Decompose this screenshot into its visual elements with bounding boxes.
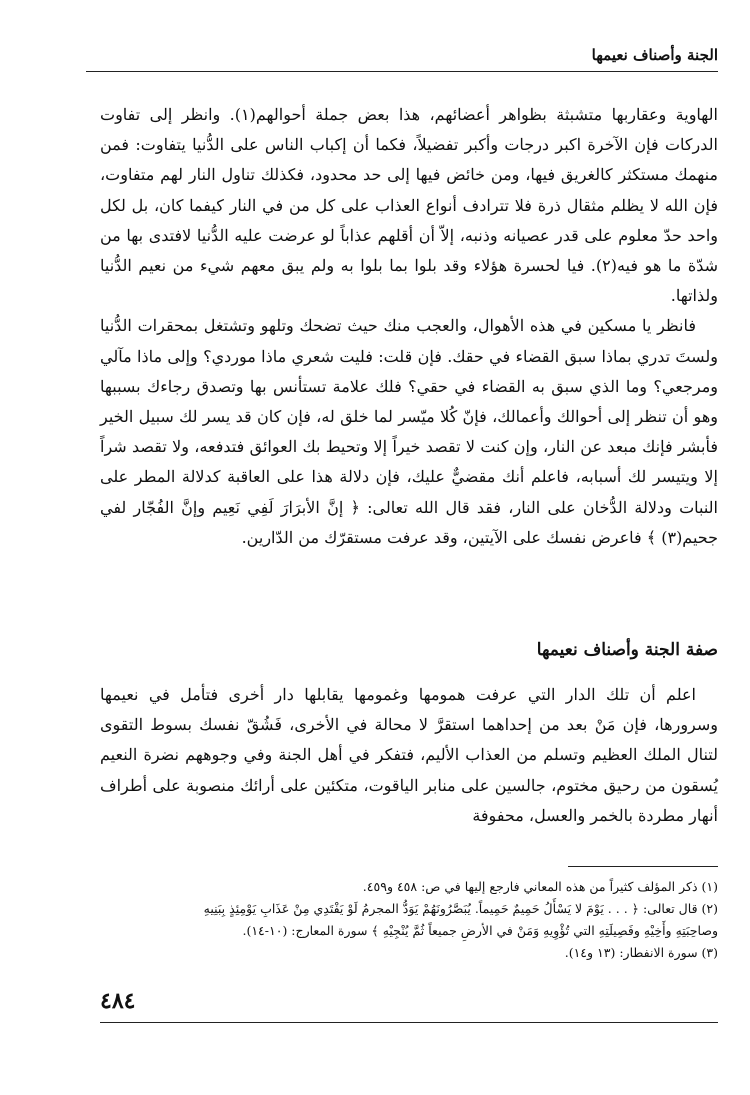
main-text — [100, 100, 718, 553]
paragraph-2: فانظر يا مسكين في هذه الأهوال، والعجب منك حيث تضحك وتلهو وتشتغل بمحقرات الدُّنيا ولستَ تدري بماذا سبق القضاء في حقك. فإن قلت: فليت شعري ماذا موردي؟ وإلى ماذا مآلي ومرجعي؟ وما الذي سبق به القضاء في حقي؟ فلك علامة تستأنس بها وتصدق رجاءك بسببها وهو أن تنظر إلى أحوالك وأعمالك، فإنّ كُلا ميّسر لما خلق له، فإن كان قد يسر لك سبيل الخير فأبشر فإنك مبعد عن النار، وإن كنت لا تقصد خيراً إلا وتحيط بك العوائق فتدفعه، ولا تقصد شراً إلا ويتيسر لك أسبابه، فاعلم أنك مقضيٌّ عليك، فإن دلالة هذا على العاقبة كدلالة المطر على النبات ودلالة الدُّخان على النار، فقد قال الله تعالى: ﴿ إنَّ الأبرَارَ لَفِي نَعِيم وإنَّ الفُجّار لفي جحيم(٣) ﴾ فاعرض نفسك على الآيتين، وقد عرفت مستقرّك من الدّارين. — [100, 316, 718, 547]
running-title: الجنة وأصناف نعيمها — [86, 46, 718, 72]
section-paragraph: اعلم أن تلك الدار التي عرفت همومها وغمومها يقابلها دار أخرى فتأمل في نعيمها وسرورها، فإن مَنْ بعد من إحداهما استقرَّ لا محالة في الأخرى، فَشُقّ نفسك بسوط التقوى لتنال الملك العظيم وتسلم من العذاب الأليم، فتفكر في أهل الجنة وفي وجوههم نضرة النعيم يُسقون من رحيق مختوم، جالسين على منابر الياقوت، متكئين على أرائك منصوبة على أطراف أنهار مطردة بالخمر والعسل، محفوفة — [100, 685, 719, 825]
footnote-divider — [568, 866, 718, 867]
page-number — [100, 988, 220, 1014]
footnote-2: (٢) قال تعالى: ﴿ . . . يَوْمَ لا يَسْأَلُ حَمِيمٌ حَمِيماً. يُبَصَّرُونَهُمْ يَوَدُّ المجرمُ لَوْ يَفْتَدِي مِنْ عَذَابِ يَوْمِئِذٍ بِبَنِيهِ — [203, 901, 718, 916]
page-number-text: ٤٨٤ — [100, 988, 136, 1014]
section-text — [100, 680, 718, 831]
footnote-3: (٣) سورة الانفطار: (١٣ و١٤). — [564, 945, 718, 960]
footnotes — [100, 876, 718, 964]
section-heading: صفة الجنة وأصناف نعيمها — [536, 640, 718, 660]
footnote-2-continued: وصاحِبَتِهِ وأَخِيْهِ وفَصِيلَتِهِ التي تُؤْوِيهِ وَمَنْ في الأرضِ جميعاً ثُمَّ يُنْجِيْهِ ﴾ سورة المعارج: (١٠-١٤). — [242, 923, 718, 938]
footnote-1: (١) ذكر المؤلف كثيراً من هذه المعاني فارجع إليها في ص: ٤٥٨ و٤٥٩. — [362, 879, 718, 894]
bottom-divider — [100, 1022, 718, 1023]
paragraph-1: الهاوية وعقاربها متشبثة بظواهر أعضائهم، هذا بعض جملة أحوالهم(١). وانظر إلى تفاوت الدركات فإن الآخرة اكبر درجات وأكبر تفضيلاً، فكما أن إكباب الناس على الدُّنيا يتفاوت: فمن منهمك مستكثر كالغريق فيها، ومن خائض فيها إلى حد محدود، فكذلك تناول النار لهم متفاوت، فإن الله لا يظلم مثقال ذرة فلا تترادف أنواع العذاب على كل من في النار كيفما كان، بل لكل واحد حدّ معلوم على قدر عصيانه وذنبه، إلاّ أن أقلهم عذاباً لو عرضت عليه الدُّنيا لافتدى بها من شدّة ما هو فيه(٢). فيا لحسرة هؤلاء وقد بلوا بما بلوا به ولم يبق معهم شيء من نعيم الدُّنيا ولذاتها. — [100, 105, 719, 306]
